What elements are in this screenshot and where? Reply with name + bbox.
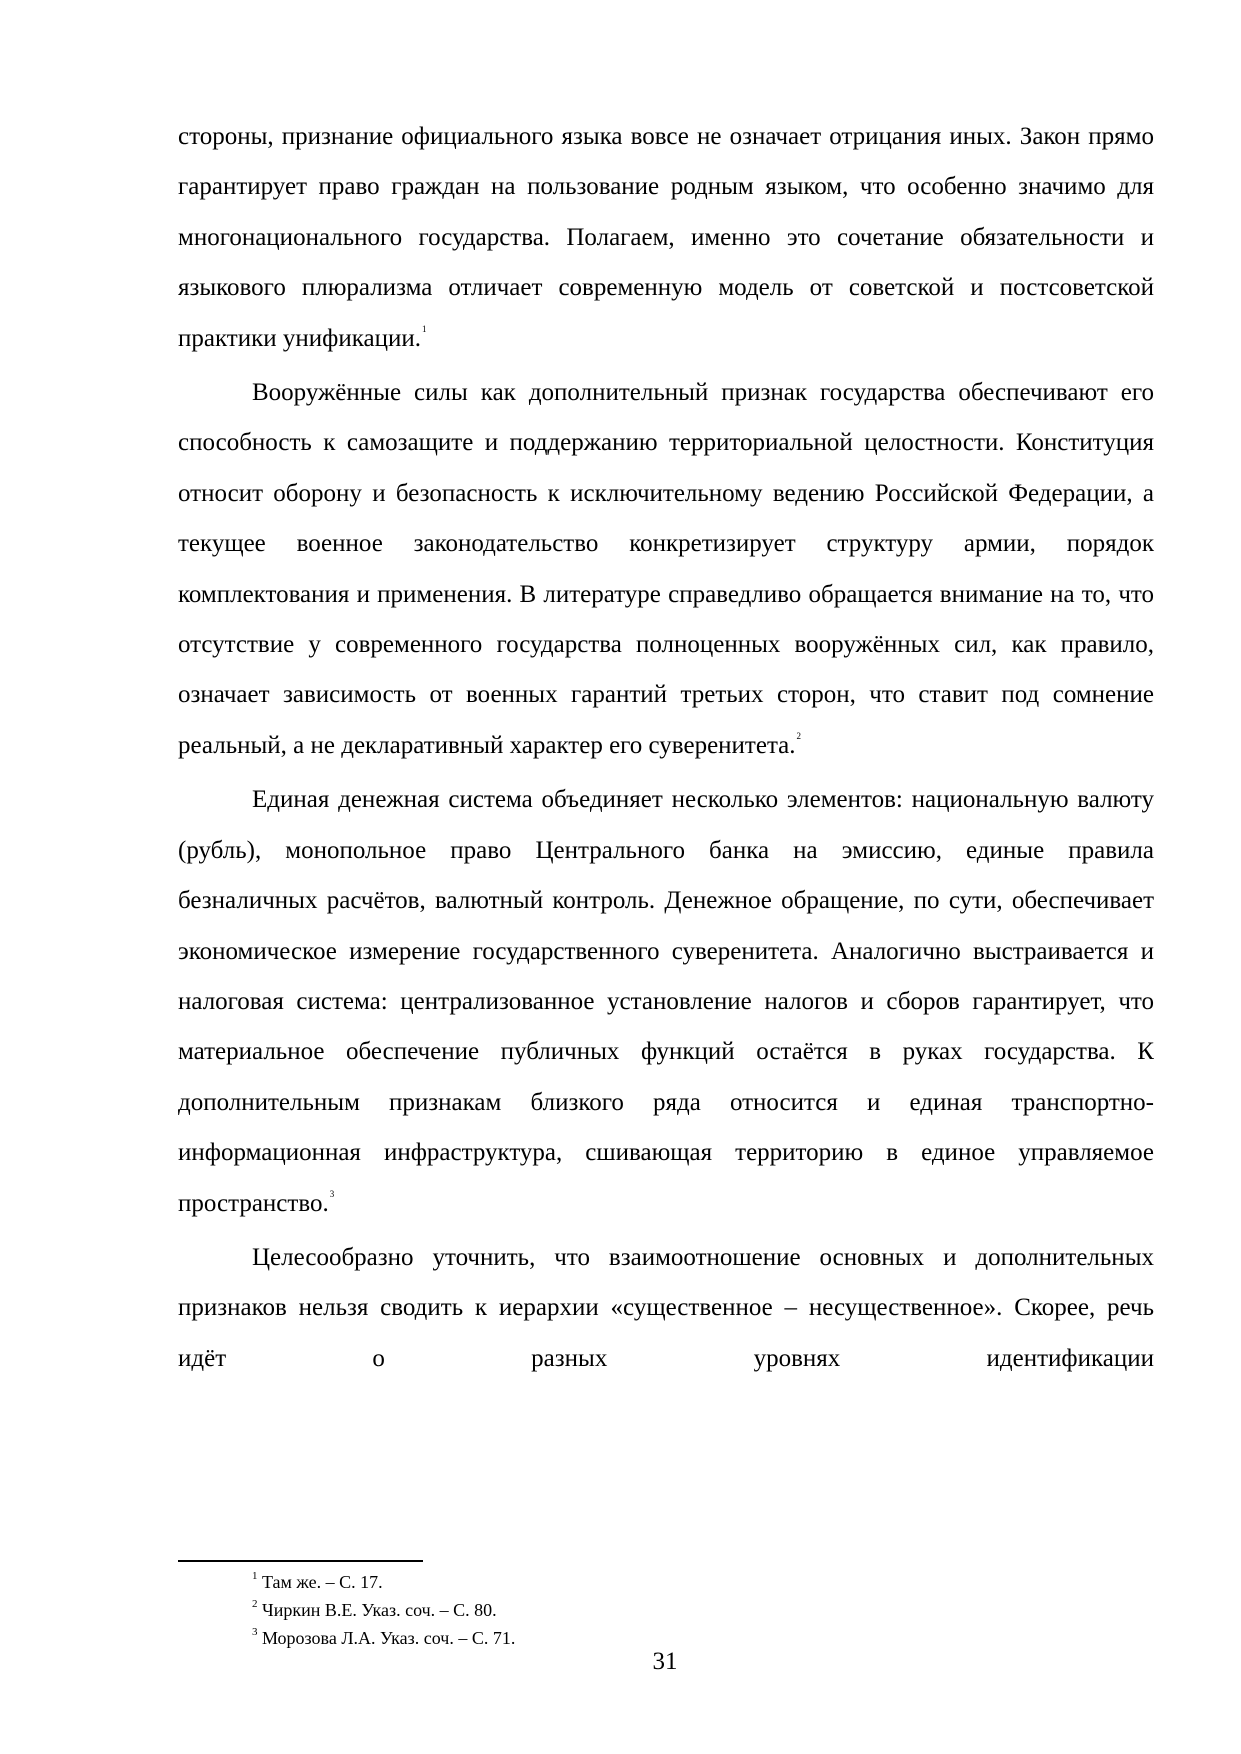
paragraph-monetary-system: Единая денежная система объединяет несколько элементов: национальную валюту (рубль), монопольное право Центрального банка на эмиссию, единые правила безналичных расчётов, валютный контроль. Денежное обращение, по сути, обеспечивает экономическое измерение государственного суверенитета. Аналогично выстраивается и налоговая система: централизованное установление налогов и сборов гарантирует, что материальное обеспечение публичных функций остаётся в руках государства. К дополнительным признакам близкого ряда относится и единая транспортно-информационная инфраструктура, сшивающая территорию в единое управляемое пространство.$^3$ <box>178 786 1154 1217</box>
footnotes <box>252 1566 515 1650</box>
body-text <box>178 112 1154 1384</box>
page-number: 31 <box>652 1648 678 1675</box>
paragraph-armed-forces: Вооружённые силы как дополнительный признак государства обеспечивают его способность к самозащите и поддержанию территориальной целостности. Конституция относит оборону и безопасность к исключительному ведению Российской Федерации, а текущее военное законодательство конкретизирует структуру армии, порядок комплектования и применения. В литературе справедливо обращается внимание на то, что отсутствие у современного государства полноценных вооружённых сил, как правило, означает зависимость от военных гарантий третьих сторон, что ставит под сомнение реальный, а не декларативный характер его суверенитета.$^2$ <box>178 379 1154 759</box>
footnote-1: $^1$ Там же. – С. 17. <box>252 1570 383 1592</box>
footnote-separator <box>178 1560 423 1562</box>
paragraph-features-relation: Целесообразно уточнить, что взаимоотношение основных и дополнительных признаков нельзя сводить к иерархии «существенное – несущественное». Скорее, речь идёт о разных уровнях идентификации <box>178 1243 1154 1372</box>
footnote-ref-1[interactable]: 1 <box>421 323 427 334</box>
footnote-ref-2[interactable]: 2 <box>796 730 802 741</box>
footnote-ref-3[interactable]: 3 <box>329 1188 335 1199</box>
paragraph-official-language: стороны, признание официального языка вовсе не означает отрицания иных. Закон прямо гарантирует право граждан на пользование родным языком, что особенно значимо для многонационального государства. Полагаем, именно это сочетание обязательности и языкового плюрализма отличает современную модель от советской и постсоветской практики унификации.$^1$ <box>178 123 1154 352</box>
footnote-3: $^3$ Морозова Л.А. Указ. соч. – С. 71. <box>252 1626 516 1648</box>
footnote-2: $^2$ Чиркин В.Е. Указ. соч. – С. 80. <box>252 1598 497 1620</box>
